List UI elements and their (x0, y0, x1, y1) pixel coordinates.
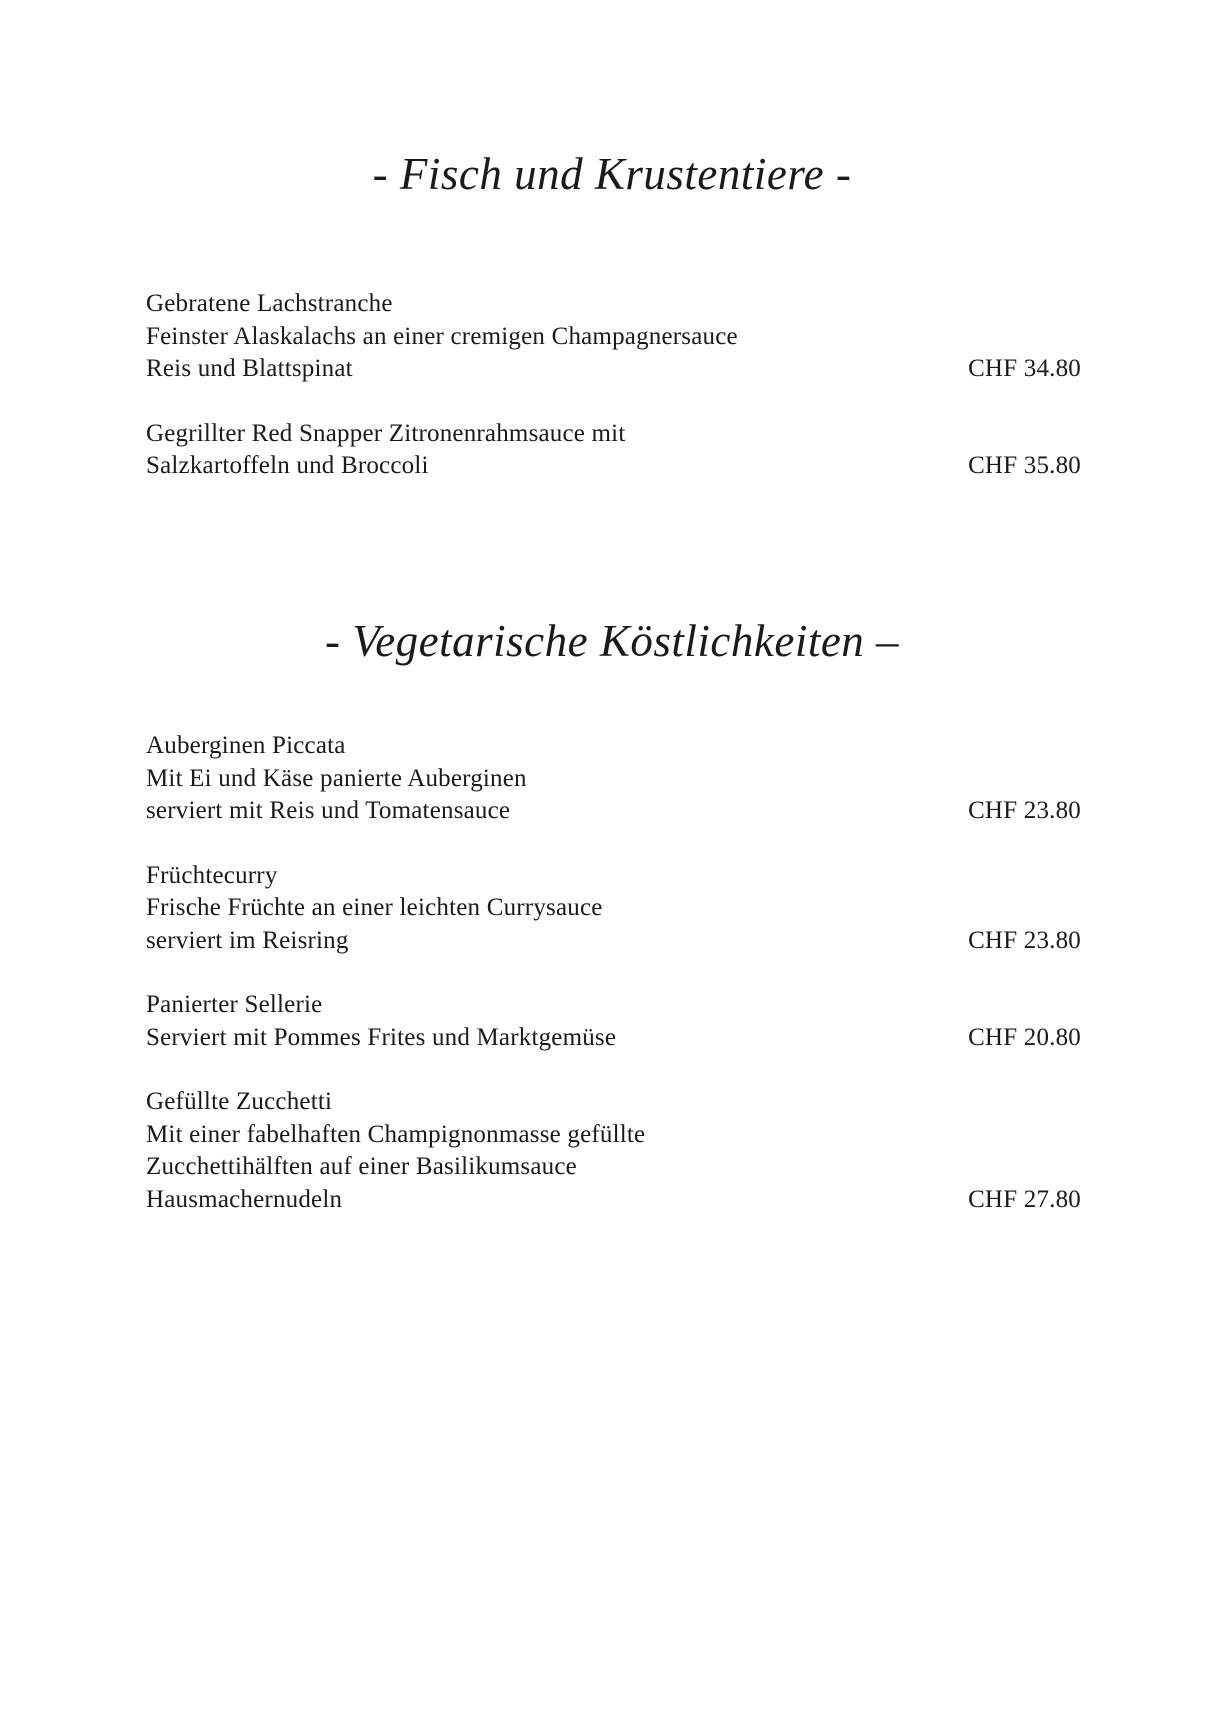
dish-description: Mit Ei und Käse panierte Auberginen (146, 764, 527, 792)
menu-item (146, 989, 1081, 1054)
dish-name: Auberginen Piccata (146, 732, 346, 759)
dish-price: CHF 35.80 (968, 452, 1081, 479)
dish-description: Serviert mit Pommes Frites und Marktgemüse (146, 1023, 617, 1051)
section-title-vegetarisch: - Vegetarische Köstlichkeiten – (324, 616, 900, 666)
dish-description: Feinster Alaskalachs an einer cremigen Champagnersauce (146, 322, 738, 350)
menu-list-vegetarisch (146, 730, 1081, 1248)
dish-name: Früchtecurry (146, 861, 278, 889)
menu-item (146, 860, 1081, 958)
dish-price: CHF 23.80 (968, 926, 1081, 954)
dish-price: CHF 27.80 (968, 1185, 1081, 1213)
menu-item (146, 1086, 1081, 1216)
dish-description: Reis und Blattspinat (146, 355, 353, 382)
dish-description: serviert im Reisring (146, 926, 349, 954)
dish-name: Panierter Sellerie (146, 991, 323, 1018)
dish-name: Gefüllte Zucchetti (146, 1088, 333, 1115)
dish-description: Hausmachernudeln (146, 1185, 343, 1213)
dish-description: Frische Früchte an einer leichten Currysauce (146, 894, 603, 921)
menu-list-fisch (146, 288, 1081, 515)
dish-price: CHF 23.80 (968, 797, 1081, 824)
dish-description: Salzkartoffeln und Broccoli (146, 452, 429, 479)
dish-name: Gebratene Lachstranche (146, 290, 393, 317)
section-title-fisch: - Fisch und Krustentiere - (372, 149, 852, 199)
dish-name: Gegrillter Red Snapper Zitronenrahmsauce mit (146, 419, 626, 447)
dish-price: CHF 34.80 (968, 355, 1081, 382)
dish-description: Mit einer fabelhaften Champignonmasse gefüllte (146, 1120, 646, 1148)
dish-price: CHF 20.80 (968, 1023, 1081, 1051)
dish-description: serviert mit Reis und Tomatensauce (146, 797, 511, 824)
menu-item (146, 288, 1081, 386)
menu-item (146, 730, 1081, 828)
dish-description: Zucchettihälften auf einer Basilikumsauce (146, 1153, 577, 1180)
menu-item (146, 418, 1081, 483)
